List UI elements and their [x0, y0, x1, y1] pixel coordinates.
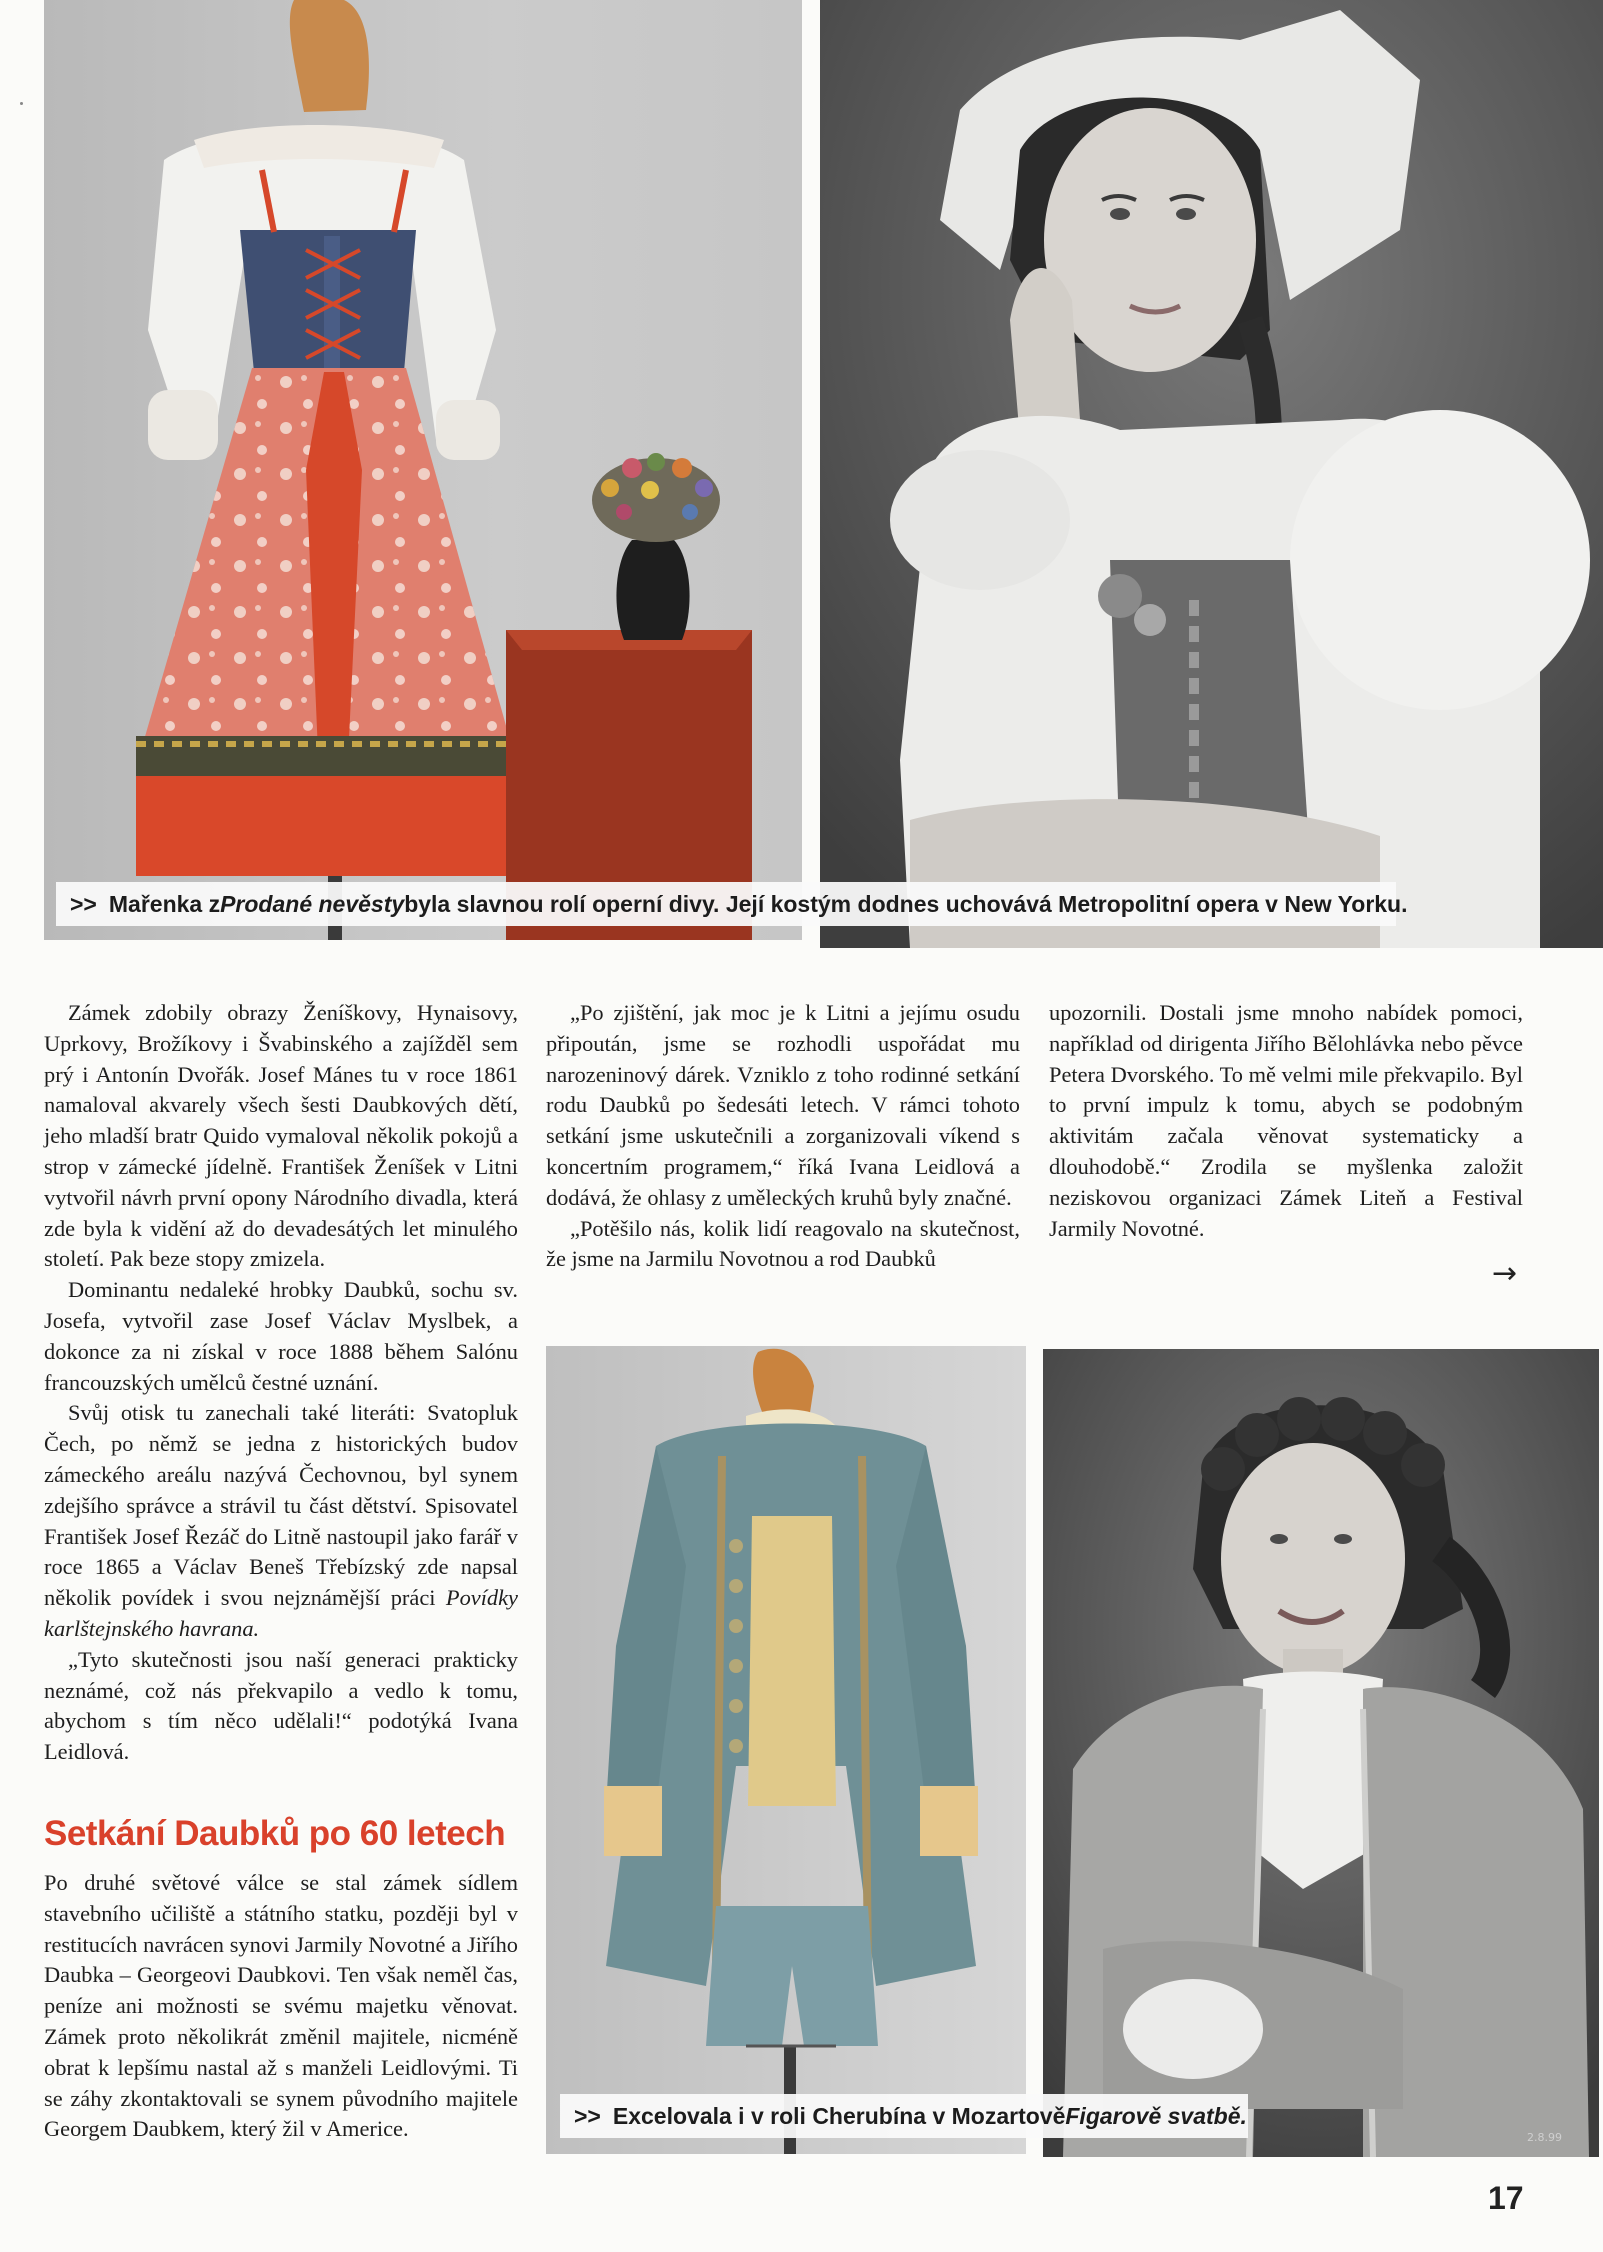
continue-arrow-icon: →	[1492, 1256, 1518, 1291]
paragraph: „Po zjištění, jak moc je k Litni a jejímu osudu připoután, jsme se rozhodli uspořádat mu narozeninový dárek. Vzniklo z toho rodinné setkání rodu Daubků po šedesáti letech. V rámci tohoto setkání jsme uskutečnili a zorganizovali víkend s koncertním programem,“ říká Ivana Leidlová a dodává, že ohlasy z uměleckých kruhů byly značné.	[546, 1000, 1020, 1210]
caption-marker: >>	[70, 890, 97, 917]
paragraph-text: Svůj otisk tu zanechali také literáti: Svatopluk Čech, po němž se jedna z historických budov zámeckého areálu nazývá Čechovnou, byl synem zdejšího správce a strávil tu část dětství. Spisovatel František Josef Řezáč do Litně nastoupil jako farář v roce 1865 a Václav Beneš Třebízský zde napsal několik povídek i svou nejznámější práci	[44, 1400, 518, 1611]
photo-stamp: 2.8.99	[1527, 2131, 1562, 2144]
paragraph: „Tyto skutečnosti jsou naší generaci prakticky neznámé, což nás překvapilo a vedlo k tomu, abychom s tím něco udělali!“ podotýká Ivana Leidlová.	[44, 1646, 518, 1765]
photo-caption-bottom	[560, 2094, 1248, 2138]
article-column-left	[44, 998, 518, 1768]
margin-mark	[20, 102, 23, 105]
caption-marker: >>	[574, 2102, 601, 2129]
costume-dress-photo	[44, 0, 802, 940]
article-column-right	[1049, 998, 1523, 1244]
costume-coat-photo	[546, 1346, 1026, 2154]
paragraph: „Potěšilo nás, kolik lidí reagovalo na skutečnost, že jsme na Jarmilu Novotnou a rod Daubků	[546, 1215, 1020, 1272]
caption-text-rest: byla slavnou rolí operní divy. Její kostým dodnes uchovává Metropolitní opera v New Yorku.	[404, 890, 1408, 917]
section-heading: Setkání Daubků po 60 letech	[44, 1814, 506, 1853]
paragraph: Dominantu nedaleké hrobky Daubků, sochu sv. Josefa, vytvořil zase Josef Václav Myslbek, a dokonce za ni získal v roce 1888 během Salónu francouzských umělců čestné uznání.	[44, 1277, 518, 1395]
paragraph: Po druhé světové válce se stal zámek sídlem stavebního učiliště a státního statku, později byl v restitucích navrácen synovi Jarmily Novotné a Jiřího Daubka – Georgeovi Daubkovi. Ten však neměl čas, peníze ani možnosti se svému majetku věnovat. Zámek proto několikrát změnil majitele, nicméně obrat k lepšímu nastal až s manželi Leidlovými. Ti se záhy zkontaktovali se synem původního majitele Georgem Daubkem, který žil v Americe.	[44, 1870, 518, 2142]
book-title: Povídky karlštejnského havrana.	[44, 1585, 518, 1641]
paragraph: upozornili. Dostali jsme mnoho nabídek pomoci, například od dirigenta Jiřího Bělohlávka nebo pěvce Petera Dvorského. To mě velmi mile překvapilo. Byl to první impulz k tomu, abych se podobným aktivitám začala věnovat systematicky a dlouhodobě.“ Zrodila se myšlenka založit neziskovou organizaci Zámek Liteň a Festival Jarmily Novotné.	[1049, 1000, 1523, 1241]
caption-text: Mařenka z	[108, 890, 221, 917]
cherubino-portrait-photo	[1043, 1349, 1599, 2157]
article-column-middle	[546, 998, 1020, 1275]
marenka-portrait-photo	[820, 0, 1603, 948]
caption-opera-title: Figarově svatbě.	[1065, 2102, 1247, 2129]
page-number: 17	[1488, 2180, 1524, 2216]
photo-caption-top	[56, 882, 1408, 926]
article-column-left-lower	[44, 1868, 518, 2145]
caption-opera-title: Prodané nevěsty	[220, 890, 405, 917]
caption-text: Excelovala i v roli Cherubína v Mozartově	[612, 2102, 1066, 2129]
paragraph	[44, 1398, 518, 1644]
paragraph: Zámek zdobily obrazy Ženíškovy, Hynaisovy, Uprkovy, Brožíkovy i Švabinského a zajížděl sem prý i Antonín Dvořák. Josef Mánes tu v roce 1861 namaloval akvarely všech šesti Daubkových dětí, jeho mladší bratr Quido vymaloval několik pokojů a strop v zámecké jídelně. František Ženíšek v Litni vytvořil návrh první opony Národního divadla, která zde byla k vidění až do devadesátých let minulého století. Pak beze stopy zmizela.	[44, 1000, 518, 1272]
